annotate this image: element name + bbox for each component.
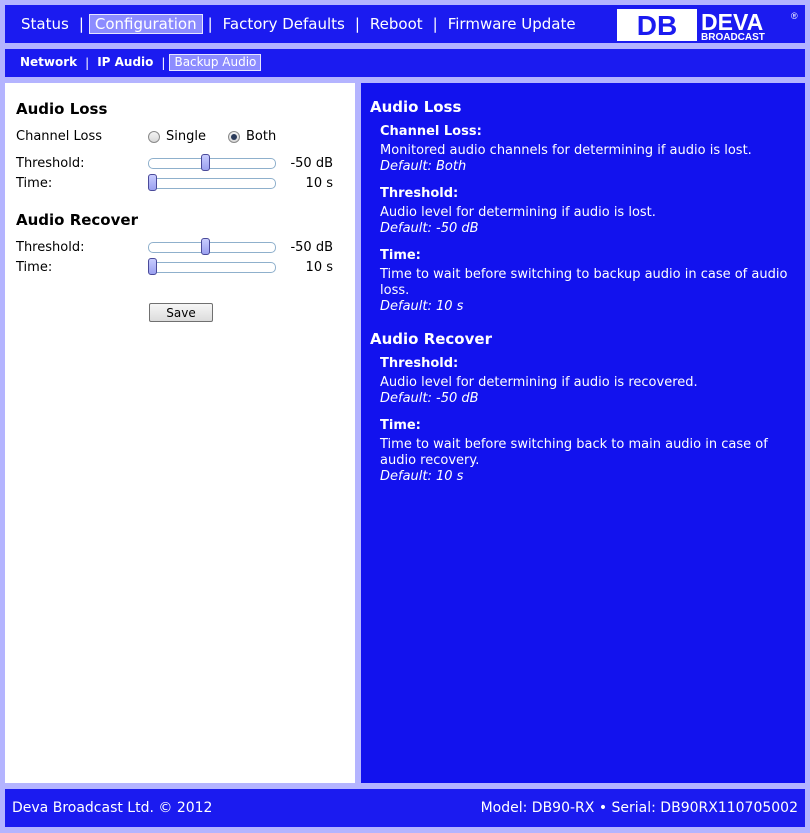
loss-threshold-value: -50 dB [290,156,333,171]
main-menu [15,14,582,34]
channel-loss-single-radio[interactable] [148,131,160,143]
menu-separator: | [354,15,360,33]
recover-threshold-slider-thumb[interactable] [201,238,210,255]
tab-status[interactable]: Status [21,15,69,33]
help-loss-threshold-default: Default: -50 dB [380,221,479,236]
menu-separator: | [432,15,438,33]
model-serial-text: Model: DB90-RX • Serial: DB90RX110705002 [480,800,798,816]
subtab-network[interactable]: Network [20,55,78,69]
sub-menu [15,54,262,71]
footer-bar [5,789,805,827]
submenu-separator: | [85,55,90,70]
loss-threshold-slider[interactable] [148,158,276,169]
help-recover-time-default: Default: 10 s [380,469,464,484]
help-loss-time-title: Time: [380,248,421,263]
tab-configuration[interactable]: Configuration [89,14,203,34]
tab-reboot[interactable]: Reboot [369,15,423,33]
top-nav-bar [5,5,805,43]
loss-threshold-label: Threshold: [16,156,85,171]
help-channel-loss-title: Channel Loss: [380,124,482,139]
help-channel-loss-text: Monitored audio channels for determining if audio is lost. [380,143,752,158]
channel-loss-both-radio[interactable] [228,131,240,143]
recover-threshold-label: Threshold: [16,240,85,255]
loss-time-value: 10 s [305,176,333,191]
subtab-backup-audio[interactable]: Backup Audio [169,54,261,71]
help-loss-threshold-text: Audio level for determining if audio is lost. [380,205,656,220]
recover-time-label: Time: [16,260,53,275]
help-loss-time-text: Time to wait before switching to backup audio in case of audio loss. [380,267,788,298]
svg-text:DB: DB [636,10,678,41]
channel-loss-both-label: Both [245,129,277,144]
channel-loss-single-label: Single [166,129,206,144]
loss-time-slider-thumb[interactable] [148,174,157,191]
help-audio-loss-heading: Audio Loss [370,98,462,116]
audio-loss-heading: Audio Loss [16,100,108,118]
sub-nav-bar [5,49,805,77]
svg-text:®: ® [791,11,798,21]
help-loss-time-default: Default: 10 s [380,299,464,314]
svg-text:BROADCAST: BROADCAST [701,32,765,41]
recover-time-slider[interactable] [148,262,276,273]
recover-threshold-value: -50 dB [290,240,333,255]
help-audio-recover-heading: Audio Recover [370,330,492,348]
loss-time-slider[interactable] [148,178,276,189]
deva-broadcast-logo [617,9,799,41]
menu-separator: | [207,15,213,33]
help-recover-threshold-text: Audio level for determining if audio is recovered. [380,375,698,390]
help-recover-time-text: Time to wait before switching back to main audio in case of audio recovery. [380,437,768,468]
help-recover-threshold-default: Default: -50 dB [380,391,479,406]
loss-threshold-slider-thumb[interactable] [201,154,210,171]
channel-loss-radio-group [148,129,298,144]
recover-time-value: 10 s [305,260,333,275]
channel-loss-label: Channel Loss [16,129,103,144]
recover-time-slider-thumb[interactable] [148,258,157,275]
audio-recover-heading: Audio Recover [16,211,138,229]
settings-panel [5,83,355,783]
save-button[interactable]: Save [149,303,213,322]
recover-threshold-slider[interactable] [148,242,276,253]
loss-time-label: Time: [16,176,53,191]
help-recover-time-title: Time: [380,418,421,433]
help-panel [361,83,805,783]
help-channel-loss-default: Default: Both [380,159,467,174]
subtab-ip-audio[interactable]: IP Audio [97,55,154,69]
tab-factory-defaults[interactable]: Factory Defaults [222,15,345,33]
menu-separator: | [78,15,84,33]
help-loss-threshold-title: Threshold: [380,186,459,201]
submenu-separator: | [161,55,166,70]
tab-firmware-update[interactable]: Firmware Update [447,15,576,33]
help-recover-threshold-title: Threshold: [380,356,459,371]
svg-text:DEVA: DEVA [701,9,764,35]
copyright-text: Deva Broadcast Ltd. © 2012 [12,800,213,816]
